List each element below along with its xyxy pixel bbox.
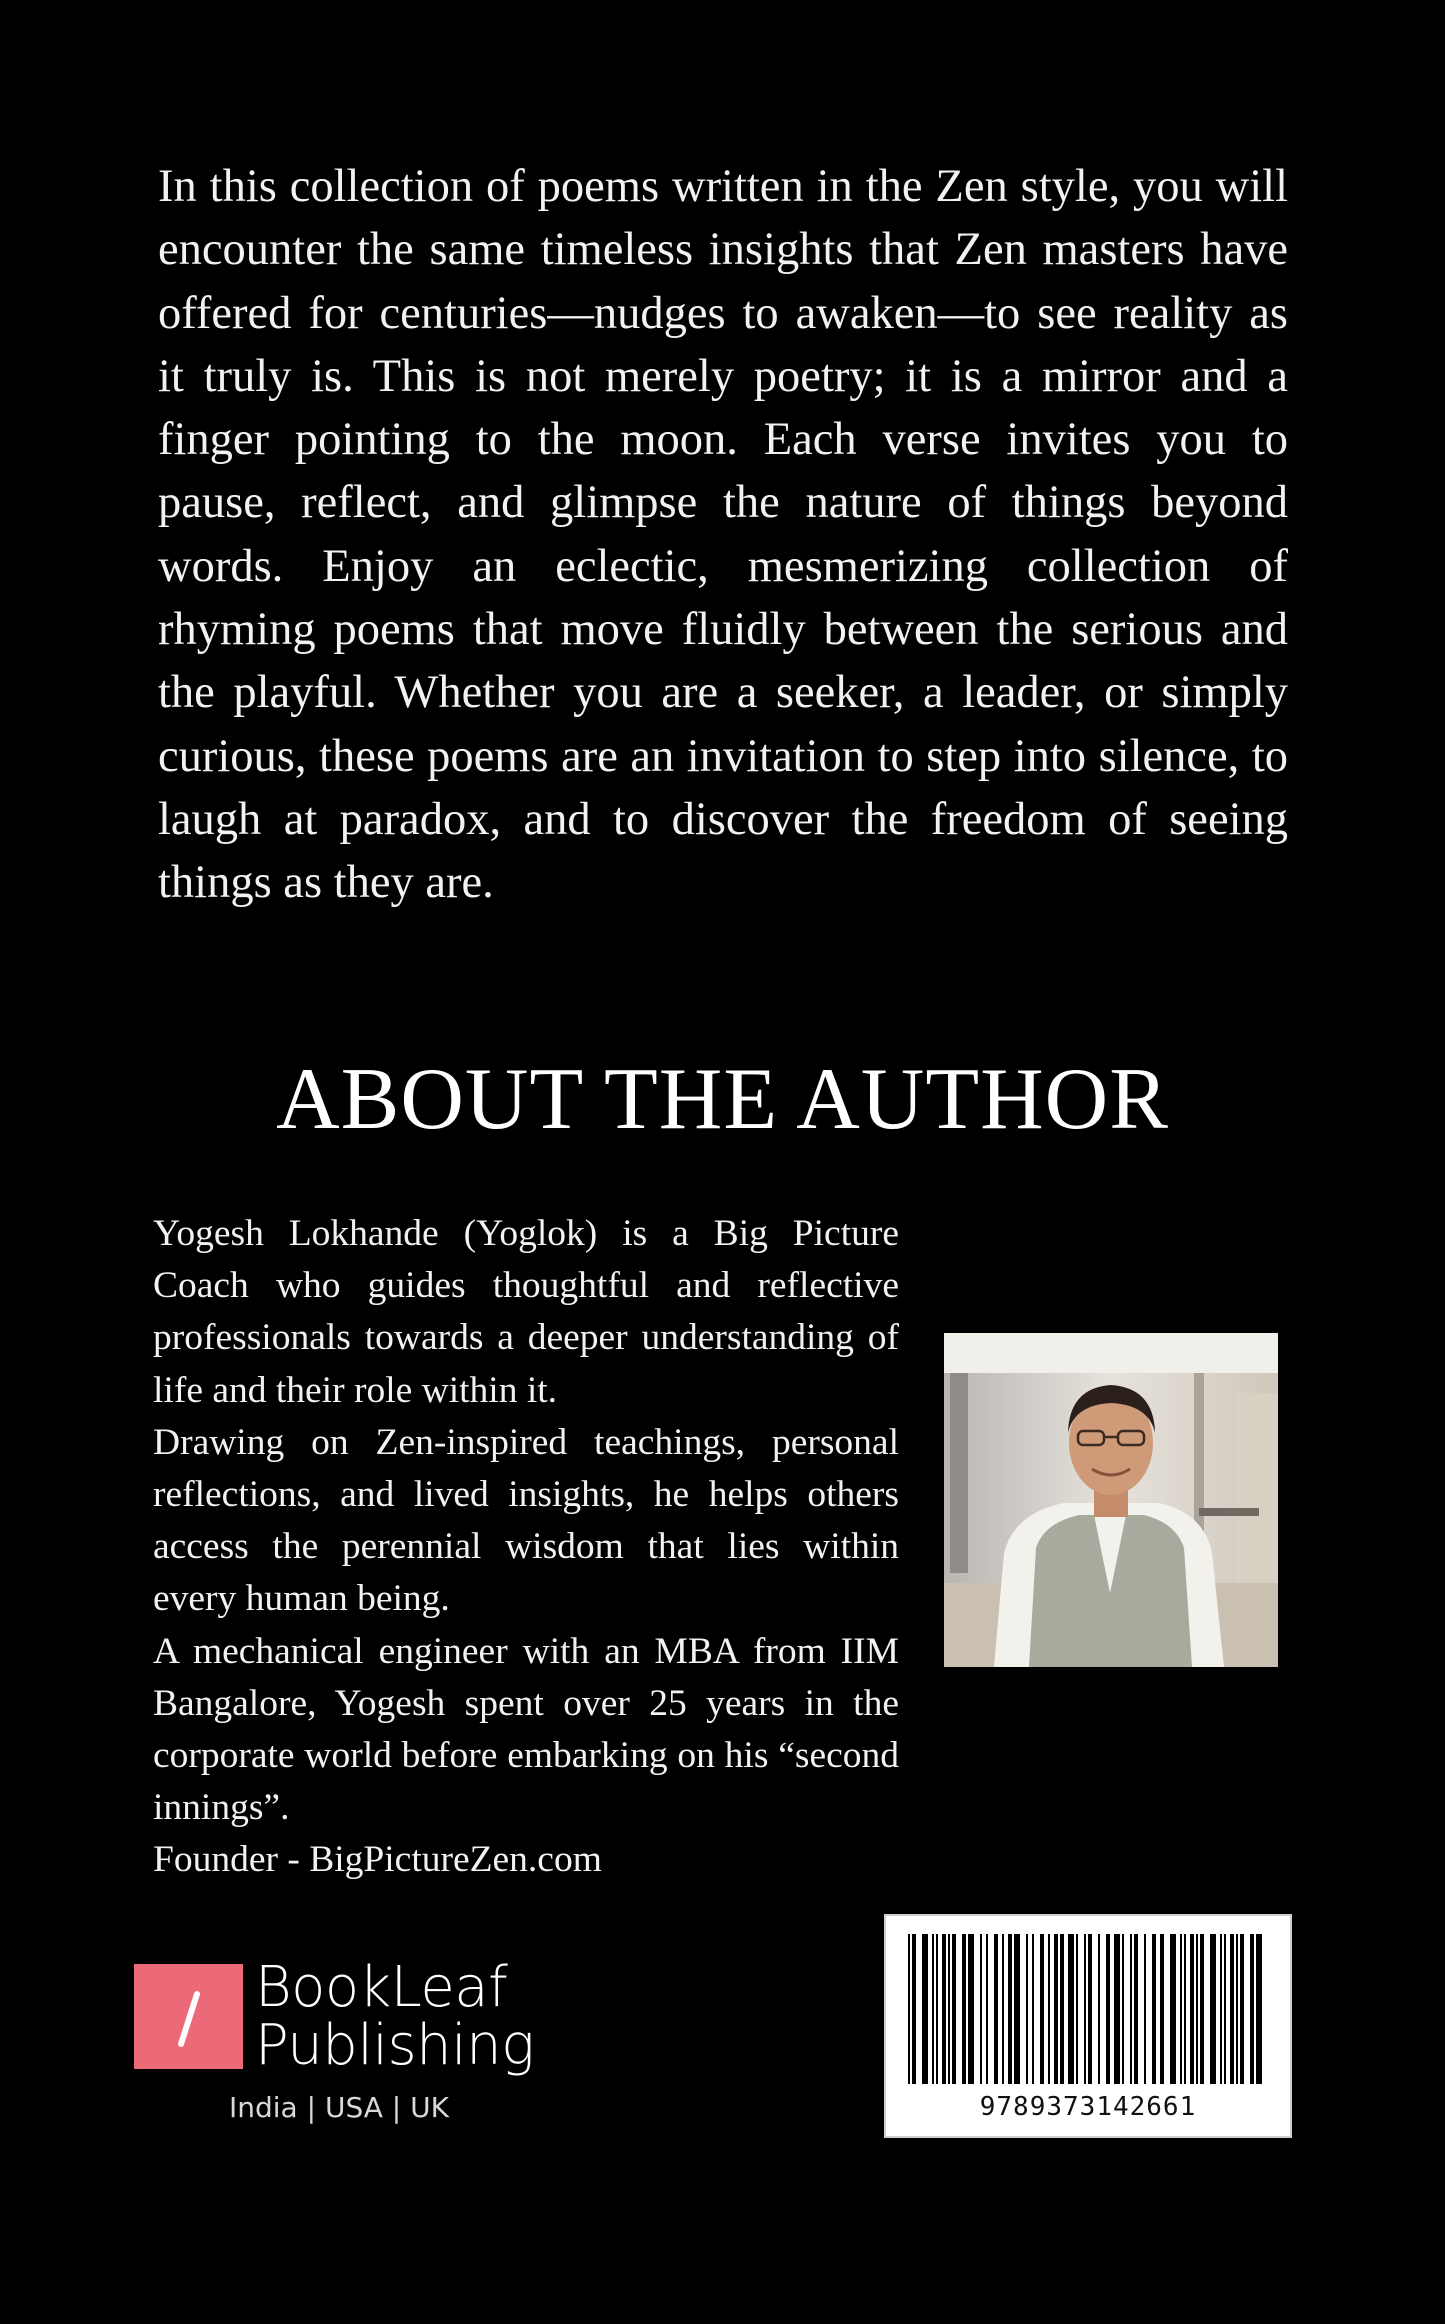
back-cover-blurb: In this collection of poems written in the Zen style, you will encounter the same timeless insights that Zen masters have offered for centuries—nudges to awaken—to see reality as it truly is. This is not merely poetry; it is a mirror and a finger pointing to the moon. Each verse invites you to pause, reflect, and glimpse the nature of things beyond words. Enjoy an eclectic, mesmerizing collection of rhyming poems that move fluidly between the serious and the playful. Whether you are a seeker, a leader, or simply curious, these poems are an invitation to step into silence, to laugh at paradox, and to discover the freedom of seeing things as they are.: [158, 161, 1288, 909]
barcode-bar: [1224, 1934, 1226, 2084]
barcode-bar: [1210, 1934, 1216, 2084]
bio-paragraph: A mechanical engineer with an MBA from IIM Bangalore, Yogesh spent over 25 years in the corporate world before embarking on his “second innings”.: [153, 1630, 899, 1829]
barcode-bar: [1190, 1934, 1194, 2084]
barcode-bar: [1250, 1934, 1254, 2084]
barcode-bar: [1068, 1934, 1074, 2084]
slash-mark-icon: [134, 1964, 243, 2069]
author-photo: [944, 1333, 1278, 1667]
barcode-bar: [1048, 1934, 1050, 2084]
barcode-bar: [986, 1934, 988, 2084]
barcode-bar: [1220, 1934, 1222, 2084]
author-bio: [153, 1208, 899, 1887]
barcode-bar: [1098, 1934, 1100, 2084]
barcode-bar: [1196, 1934, 1198, 2084]
barcode-bar: [968, 1934, 974, 2084]
barcode-bars: [908, 1934, 1272, 2084]
barcode-bar: [932, 1934, 934, 2084]
barcode-bar: [1054, 1934, 1058, 2084]
barcode-bar: [948, 1934, 950, 2084]
about-author-heading: ABOUT THE AUTHOR: [276, 1051, 1169, 1148]
barcode-bar: [908, 1934, 910, 2084]
barcode-bar: [962, 1934, 966, 2084]
barcode-bar: [1160, 1934, 1164, 2084]
barcode-bar: [1184, 1934, 1186, 2084]
bio-paragraph: Drawing on Zen-inspired teachings, personal reflections, and lived insights, he helps others access the perennial wisdom that lies within every human being.: [153, 1421, 899, 1620]
barcode-bar: [922, 1934, 928, 2084]
barcode-bar: [912, 1934, 916, 2084]
barcode-bar: [1256, 1934, 1262, 2084]
barcode-bar: [1144, 1934, 1146, 2084]
isbn-barcode: [884, 1914, 1292, 2138]
publisher-name-line1: BookLeaf: [255, 1955, 508, 2020]
barcode-bar: [1076, 1934, 1078, 2084]
barcode-bar: [942, 1934, 946, 2084]
barcode-bar: [936, 1934, 938, 2084]
barcode-bar: [1014, 1934, 1020, 2084]
barcode-bar: [1236, 1934, 1238, 2084]
barcode-bar: [1002, 1934, 1004, 2084]
barcode-bar: [952, 1934, 956, 2084]
barcode-bar: [1026, 1934, 1028, 2084]
barcode-bar: [1032, 1934, 1034, 2084]
barcode-bar: [994, 1934, 998, 2084]
barcode-bar: [1106, 1934, 1110, 2084]
isbn-number: 9789373142661: [979, 2092, 1197, 2122]
bio-paragraph: Yogesh Lokhande (Yoglok) is a Big Picture Coach who guides thoughtful and reflective professionals towards a deeper understanding of life and their role within it.: [153, 1213, 899, 1411]
barcode-bar: [1008, 1934, 1012, 2084]
barcode-bar: [1152, 1934, 1156, 2084]
barcode-bar: [1060, 1934, 1064, 2084]
barcode-bar: [1240, 1934, 1244, 2084]
barcode-bar: [1170, 1934, 1176, 2084]
barcode-bar: [1230, 1934, 1234, 2084]
barcode-bar: [1122, 1934, 1124, 2084]
barcode-bar: [1180, 1934, 1182, 2084]
bio-founder-line: Founder - BigPictureZen.com: [153, 1839, 602, 1881]
barcode-bar: [1130, 1934, 1132, 2084]
publisher-regions: India | USA | UK: [229, 2091, 449, 2124]
barcode-bar: [1134, 1934, 1138, 2084]
barcode-bar: [1084, 1934, 1086, 2084]
publisher-name-line2: Publishing: [255, 2013, 535, 2078]
barcode-bar: [1114, 1934, 1120, 2084]
barcode-bar: [1200, 1934, 1204, 2084]
barcode-bar: [1088, 1934, 1092, 2084]
barcode-bar: [1040, 1934, 1044, 2084]
barcode-bar: [980, 1934, 982, 2084]
